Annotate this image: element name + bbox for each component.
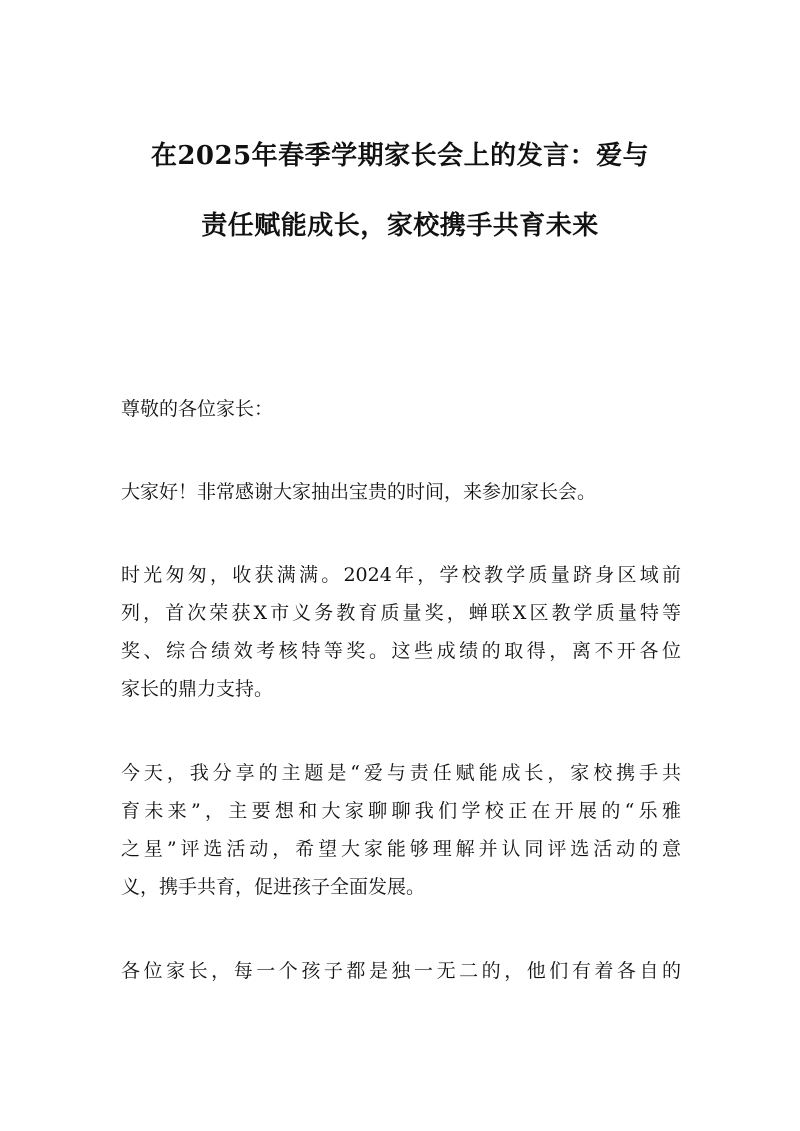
paragraph-line: 育未来”，主要想和大家聊聊我们学校正在开展的“乐雅 bbox=[121, 800, 681, 822]
paragraph-line: 家长的鼎力支持。 bbox=[121, 678, 274, 700]
document-title-line-2: 责任赋能成长，家校携手共育未来 bbox=[201, 211, 599, 241]
paragraph-line: 今天，我分享的主题是“爱与责任赋能成长，家校携手共 bbox=[121, 762, 681, 784]
greeting: 大家好！非常感谢大家抽出宝贵的时间，来参加家长会。 bbox=[121, 481, 597, 503]
paragraph-line: 时光匆匆，收获满满。2024年，学校教学质量跻身区域前 bbox=[121, 564, 681, 586]
document-title-line-1: 在2025年春季学期家长会上的发言：爱与 bbox=[150, 141, 650, 171]
paragraph-line: 各位家长，每一个孩子都是独一无二的，他们有着各自的 bbox=[121, 960, 681, 982]
salutation: 尊敬的各位家长： bbox=[121, 398, 274, 420]
paragraph-line: 列，首次荣获X市义务教育质量奖，蝉联X区教学质量特等 bbox=[121, 602, 681, 624]
paragraph-line: 奖、综合绩效考核特等奖。这些成绩的取得，离不开各位 bbox=[121, 640, 681, 662]
paragraph-line: 之星”评选活动，希望大家能够理解并认同评选活动的意 bbox=[121, 838, 681, 860]
paragraph-line: 义，携手共育，促进孩子全面发展。 bbox=[121, 876, 426, 898]
